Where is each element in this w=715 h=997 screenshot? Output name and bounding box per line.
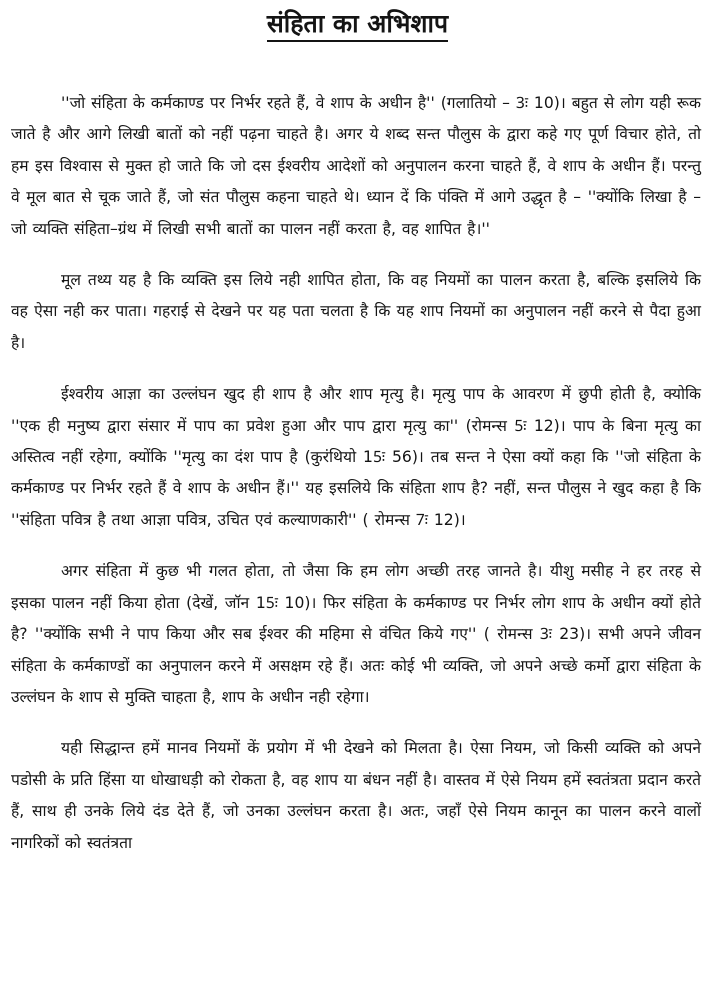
paragraph-5: यही सिद्धान्त हमें मानव नियमों कें प्रयोग में भी देखने को मिलता है। ऐसा नियम, जो किसी व्यक्ति को अपने पडोसी के प्रति हिंसा या धोखाधड़ी को रोकता है, वह शाप या बंधन नहीं है। वास्तव में ऐसे नियम हमें स्वतंत्रता प्रदान करते हैं, साथ ही उनके लिये दंड देते हैं, जो उनका उल्लंघन करता है। अतः, जहाँ ऐसे नियम कानून का पालन करने वालों नागरिकों को स्वतंत्रता bbox=[11, 739, 701, 852]
paragraph-1: ''जो संहिता के कर्मकाण्ड पर निर्भर रहते हैं, वे शाप के अधीन है'' (गलातियो – 3ः 10)। बहुत से लोग यही रूक जाते है और आगे लिखी बातों को नहीं पढ़ना चाहते है। अगर ये शब्द सन्त पौलुस के द्वारा कहे गए पूर्ण विचार होते, तो हम इस विश्वास से मुक्त हो जाते कि जो दस ईश्वरीय आदेशों को अनुपालन करना चाहते हैं, वे शाप के अधीन हैं। परन्तु वे मूल बात से चूक जाते हैं, जो संत पौलुस कहना चाहते थे। ध्यान दें कि पंक्ति में आगे उद्धृत है – ''क्योंकि लिखा है – जो व्यक्ति संहिता–ग्रंथ में लिखी सभी बातों का पालन नहीं करता है, वह शापित है।'' bbox=[11, 94, 702, 238]
paragraph-4: अगर संहिता में कुछ भी गलत होता, तो जैसा कि हम लोग अच्छी तरह जानते है। यीशु मसीह ने हर तरह से इसका पालन नहीं किया होता (देखें, जॉन 15ः 10)। फिर संहिता के कर्मकाण्ड पर निर्भर लोग शाप के अधीन क्यों होते है? ''क्योंकि सभी ने पाप किया और सब ईश्वर की महिमा से वंचित किये गए'' ( रोमन्स 3ः 23)। सभी अपने जीवन संहिता के कर्मकाण्डों का अनुपालन करने में असक्षम रहे हैं। अतः कोई भी व्यक्ति, जो अपने अच्छे कर्मो द्वारा संहिता के उल्लंघन के शाप से मुक्ति चाहता है, शाप के अधीन नही रहेगा। bbox=[11, 562, 701, 706]
page-title-text: संहिता का अभिशाप bbox=[267, 9, 448, 42]
paragraph-3: ईश्वरीय आज्ञा का उल्लंघन खुद ही शाप है और शाप मृत्यु है। मृत्यु पाप के आवरण में छुपी होती है, क्योकि ''एक ही मनुष्य द्वारा संसार में पाप का प्रवेश हुआ और पाप द्वारा मृत्यु का'' (रोमन्स 5ः 12)। पाप के बिना मृत्यु का अस्तित्व नहीं रहेगा, क्योंकि ''मृत्यु का दंश पाप है (कुरंथियो 15ः 56)। तब सन्त ने ऐसा क्यों कहा कि ''जो संहिता के कर्मकाण्ड पर निर्भर रहते हैं वे शाप के अधीन हैं।'' यह इसलिये कि संहिता शाप है? नहीं, सन्त पौलुस ने खुद कहा है कि ''संहिता पवित्र है तथा आज्ञा पवित्र, उचित एवं कल्याणकारी'' ( रोमन्स 7ः 12)। bbox=[11, 385, 701, 529]
paragraph-2: मूल तथ्य यह है कि व्यक्ति इस लिये नही शापित होता, कि वह नियमों का पालन करता है, बल्कि इसलिये कि वह ऐसा नही कर पाता। गहराई से देखने पर यह पता चलता है कि यह शाप नियमों का अनुपालन नहीं करने से पैदा हुआ है। bbox=[11, 271, 701, 352]
body-text bbox=[11, 88, 701, 859]
page-title bbox=[0, 8, 715, 40]
